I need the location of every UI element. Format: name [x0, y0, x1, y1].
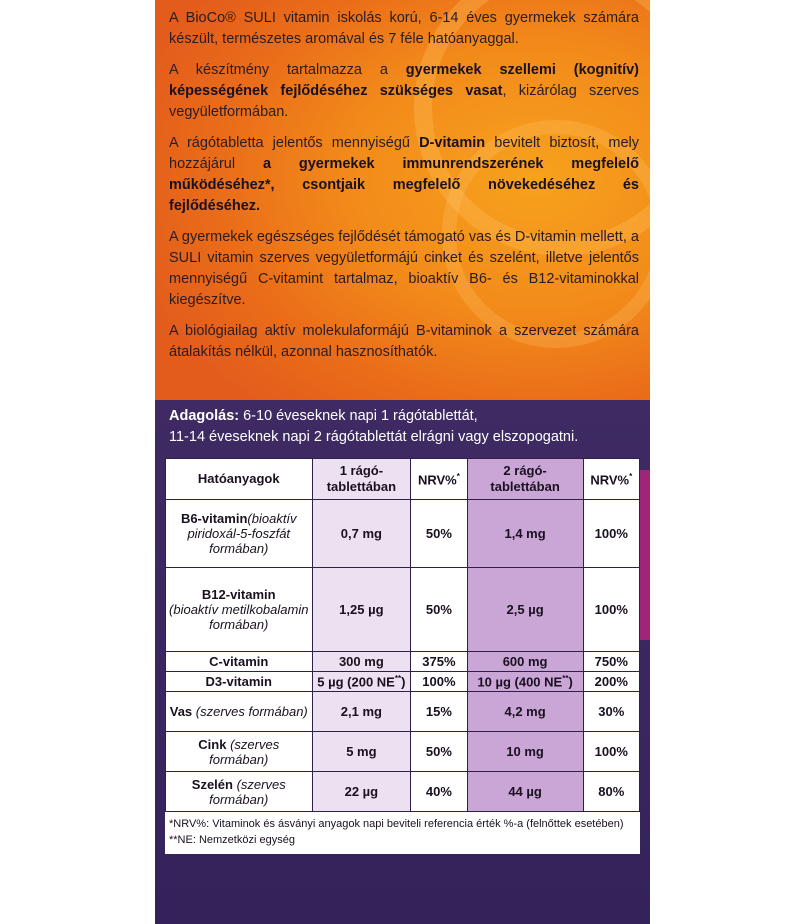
- nrv-two-tablets: 100%: [583, 568, 639, 652]
- nrv-one-tablet: 15%: [411, 692, 467, 732]
- amount-two-tablets: 2,5 µg: [467, 568, 583, 652]
- dosage-line-2: 11-14 éveseknek napi 2 rágótablettát elrágni vagy elszopogatni.: [169, 429, 579, 445]
- nrv-one-tablet: 50%: [411, 732, 467, 772]
- ingredient-cell: Szelén (szerves formában): [166, 772, 313, 812]
- table-row: [166, 692, 640, 732]
- amount-one-tablet: 5 µg (200 NE**): [312, 672, 411, 692]
- table-row: [166, 772, 640, 812]
- table-row: [166, 500, 640, 568]
- intro-text: [169, 8, 639, 373]
- nrv-two-tablets: 30%: [583, 692, 639, 732]
- amount-two-tablets: 600 mg: [467, 652, 583, 672]
- dosage-text: [169, 406, 644, 448]
- ingredient-cell: C-vitamin: [166, 652, 313, 672]
- amount-one-tablet: 300 mg: [312, 652, 411, 672]
- ingredient-cell: B6-vitamin(bioaktív piridoxál-5-foszfát formában): [166, 500, 313, 568]
- intro-paragraph-1: A BioCo® SULI vitamin iskolás korú, 6-14 éves gyermekek számára készült, természetes aromával és 7 féle hatóanyaggal.: [169, 10, 639, 47]
- ingredient-cell: D3-vitamin: [166, 672, 313, 692]
- nrv-two-tablets: 100%: [583, 500, 639, 568]
- header-one-tablet: 1 rágó-tablettában: [312, 459, 411, 500]
- footnote-nrv: *NRV%: Vitaminok és ásványi anyagok napi beviteli referencia érték %-a (felnőttek esetében): [169, 818, 624, 831]
- nrv-one-tablet: 50%: [411, 568, 467, 652]
- intro-paragraph-3: A rágótabletta jelentős mennyiségű D-vitamin bevitelt biztosít, mely hozzájárul a gyermekek immunrendszerének megfelelő működéséhez*, csontjaik megfelelő növekedéséhez és fejlődéséhez.: [169, 135, 640, 214]
- table-row: [166, 672, 640, 692]
- amount-two-tablets: 44 µg: [467, 772, 583, 812]
- product-panel: [155, 0, 650, 924]
- ingredients-table: [165, 458, 640, 812]
- nrv-one-tablet: 50%: [411, 500, 467, 568]
- amount-two-tablets: 1,4 mg: [467, 500, 583, 568]
- nrv-one-tablet: 40%: [411, 772, 467, 812]
- nrv-one-tablet: 375%: [411, 652, 467, 672]
- ingredient-cell: B12-vitamin (bioaktív metilkobalamin formában): [166, 568, 313, 652]
- dosage-line-1: 6-10 éveseknek napi 1 rágótablettát,: [239, 408, 478, 424]
- table-row: [166, 568, 640, 652]
- header-two-tablets: 2 rágó-tablettában: [467, 459, 583, 500]
- nrv-two-tablets: 100%: [583, 732, 639, 772]
- table-header-row: [166, 459, 640, 500]
- nrv-two-tablets: 80%: [583, 772, 639, 812]
- intro-paragraph-5: A biológiailag aktív molekulaformájú B-vitaminok a szervezet számára átalakítás nélkül, azonnal hasznosíthatók.: [169, 323, 639, 360]
- header-ingredients: Hatóanyagok: [166, 459, 313, 500]
- dosage-label: Adagolás:: [169, 408, 240, 424]
- amount-one-tablet: 5 mg: [312, 732, 411, 772]
- footnote-ne: **NE: Nemzetközi egység: [169, 834, 295, 847]
- amount-one-tablet: 2,1 mg: [312, 692, 411, 732]
- table-row: [166, 652, 640, 672]
- amount-one-tablet: 0,7 mg: [312, 500, 411, 568]
- amount-one-tablet: 22 µg: [312, 772, 411, 812]
- nrv-two-tablets: 750%: [583, 652, 639, 672]
- amount-two-tablets: 10 µg (400 NE**): [467, 672, 583, 692]
- amount-two-tablets: 4,2 mg: [467, 692, 583, 732]
- intro-paragraph-4: A gyermekek egészséges fejlődését támogató vas és D-vitamin mellett, a SULI vitamin szerves vegyületformájú cinket és szelént, illetve jelentős mennyiségű C-vitamint tartalmaz, bioaktív B6- és B12-vitaminokkal kiegészítve.: [169, 229, 639, 308]
- ingredients-table-wrapper: [165, 458, 640, 854]
- nrv-two-tablets: 200%: [583, 672, 639, 692]
- ingredient-cell: Vas (szerves formában): [166, 692, 313, 732]
- table-row: [166, 732, 640, 772]
- nrv-one-tablet: 100%: [411, 672, 467, 692]
- intro-paragraph-2: A készítmény tartalmazza a gyermekek szellemi (kognitív) képességének fejlődéséhez szükséges vasat, kizárólag szerves vegyületformában.: [169, 62, 640, 120]
- header-nrv-2: NRV%*: [583, 459, 639, 500]
- amount-one-tablet: 1,25 µg: [312, 568, 411, 652]
- ingredient-cell: Cink (szerves formában): [166, 732, 313, 772]
- table-footnotes: [165, 812, 640, 854]
- amount-two-tablets: 10 mg: [467, 732, 583, 772]
- header-nrv-1: NRV%*: [411, 459, 467, 500]
